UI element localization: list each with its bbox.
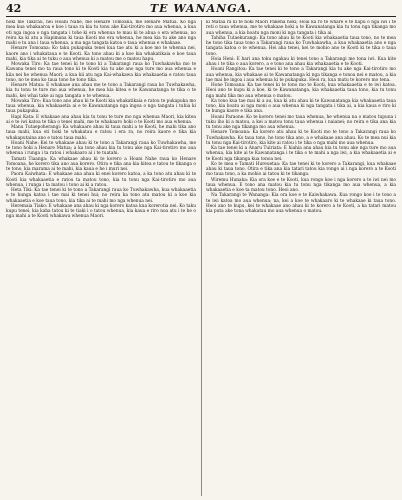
paragraph: Tahiha Tutaekurangi: Ka tono ahau ki te Kooti kia whakaaetia taua tono, no te mea he tono tika taua tono a Takarangi raua ko Tuwhakawha, a kua whakaaetia ano e nga tangata katoa o te whenua. Hei aha tenei, kei te mohio ano te Kooti ki te tika o taua tono. (206, 35, 396, 57)
header-rule (6, 16, 396, 17)
paragraph: Heta Tiki: Ka tae tenei ki te tono a Takarangi raua ko Tuwhakawha, kua whakaaetia e te hunga katoa i tae mai ki tenei hui; no reira ka tono atu matou ki a koe kia whakaaetia e koe taua tono, kia tika ai te mahi mo nga whenua nei. (6, 188, 196, 204)
paragraph: hoki me Takirau, nei Hoani Nahe, me Henare Tomoana, me Henare Matua. Ko nga mea kua whakaaroa e koe i taua ra kia tu tonu ake Kai-tirotiro mo aua whenua, a kua oti nga ingoa o nga tangata i tohe ki era whenua te mau ki te ahua o era whenua, no reira ka ki atu a Hapimana ki taua Kooti mo era whenua, he mea kia tu ake ano nga mahi e tu ana i taua whenua, a ma nga tangata katoa o taua whenua e whakaae. (6, 20, 196, 46)
paragraph: Ka tae tenei ki a Anaru Tuiriata: E hiahia ana ahau kia tu tonu ake nga ture mo aua whenua, kia kite ai te Kawanatanga i te tika o te mahi a nga iwi, a kia whakaaetia ai e te Kooti nga tikanga kua tonoa nei. (206, 146, 396, 162)
paragraph: Tamati Tiaanga: Ka whakaae ahau ki te korero a Hoani Nahe raua ko Henare Tomoana, he korero tika ano aua korero. Otira e tika ana kia kitea e tatou te tikanga o te tono, kia marama ai te mahi, kia kaua e he i muri nei. (6, 156, 196, 172)
right-column (206, 20, 396, 496)
paragraph: Hapi Kata: E whakaae ana ahau kia tu tonu te ture mo nga whenua Maori, kia kitea ai e te iwi katoa te tika o tenei mahi, me te whakaaro hoki o te Kooti mo aua whenua. (6, 114, 196, 125)
paragraph: Paora Kaiwhata: E whakaae ana ahau ki enei korero katoa, a ka tono atu ahau ki te Kooti kia whakaaetia e ratou ta matou tono, kia tu tonu nga Kai-tirotiro mo aua whenua, i runga i ta matou i tono ai ki a ratou. (6, 172, 196, 188)
paragraph: Hoani Nahe: Kei te whakaae ahau ki te tono a Takarangi raua ko Tuwhakawha, me te tono hoki a Henare Matua; a ka tono ahau kia tu tonu ake nga Kai-tirotiro mo aua whenua i runga i ta ratou i whakaaro ai i te tuatahi. (6, 140, 196, 157)
page-header (6, 3, 396, 15)
paragraph: Henare Tomoana: Ka korero atu ahau ki te Kooti mo te tono a Takarangi raua ko Tuwhakawha. Ko taua tono, he tono tika ano, a e whakaae ana ahau. Ko te mea nui kia tu tonu nga Kai-tirotiro, kia kite ai ratou i te tika o nga mahi mo aua whenua. (206, 130, 396, 146)
paragraph: Na Takarangi te Wananga: Kia ora koe e te Kaiwhakawa. Kua rongo koe i te tono a te iwi katoa mo aua whenua; na, kei a koe te whakaaro ki te whakaae ki taua tono. Heoi ano te kupu, kei te whakaae ano ahau ki te korero a te Kooti, a ka tatari matou kia puta ake tona whakatau mo aua whenua o matou. (206, 193, 396, 214)
paragraph: Wiremu Hunaka: Kia ora koe e te Kooti, kua rongo koe i nga korero a te iwi nei mo taua whenua. E tono ana matou kia tu tonu nga tikanga mo aua whenua, a kia whakaaetia e koe ta matou tono. Heoi ano. (206, 177, 396, 193)
paragraph: Henare Matua: E whakaae ana ahau me te tono a Takarangi raua ko Tuwhakawha, kia tu tonu te ture mo aua whenua, he mea kia kitea e te Kawanatanga te tika o te mahi, kei whai take ai nga tangata o te whenua. (6, 83, 196, 99)
paragraph: Manu Tutaepoherangi: Ka whakaaro ahau ki taua mahi a te Kooti, he mahi tika ano taua mahi, kua oti hoki te whakatau e ratou i era ra, no reira kaore e tika kia whakaputaina ano e tatou taua mahi. (6, 125, 196, 141)
paragraph: Hone Tomoana: Ka tae tenei ki te tono mo te Kooti, kua whakaaetia e te iwi katoa. Heoi ano te kupu ki a koe, ki te Kawanatanga, kia whakaaetia taua tono, kia tu tonu nga mahi tika mo aua whenua o matou. (206, 83, 396, 99)
column-divider (201, 20, 202, 496)
page-number: 42 (6, 2, 22, 15)
paragraph: Ko te mea e Tamati Hureuetaa: Ka tae tenei ki te korero a Takarangi, kua whakaae ahau ki taua tono. Otira e tika ana kia tatari tatou kia rongo ai i nga korero a te Kooti mo taua tono, a ka mohio ai tatou ki te tikanga. (206, 161, 396, 178)
paragraph: ki Mataa ra ki te hoki Maori Pakeha hoki; Hoai ka ro te whare e te hapu o nga iwi i te reti o taua whenua, me te whakaae hoki a te Kawanatanga kia tu tonu nga tikanga mo aua whenua, a kia hoatu nga moni ki nga tangata i tika ai. (206, 20, 396, 36)
left-column (6, 20, 196, 496)
paragraph: Mowaka Tiro: Kua tono ano ahau ki te Kooti kia whakatikaia e ratou te pukapuka mo taua whenua, kia whakaaetia ai e te Kawanatanga nga ingoa o nga tangata i tuhia ki taua pukapuka. (6, 98, 196, 115)
paragraph: Ka tono kua tae mai ki a au, kua ki atu ahau ki te Kawanatanga kia whakaaetia taua tono, kia hoatu ai nga moni o aua whenua ki nga tangata i tika ai, a kia kaua e riro ki te hunga kaore e tika ana. (206, 98, 396, 115)
paragraph: Henare Tomoana: Ko taku pukapuka tenei kua tae atu ki a koe mo te whenua nei, kaore ano i whakataua e te Kooti. Ka tono ahau ki a koe kia whakatikaia e koe taua mahi, kia tika ai te tuku o aua whenua ki a matou me o matou hapu. (6, 46, 196, 62)
paragraph: Mowaka Tiro: Ka tae tenei ki te tono ki a Takarangi raua ko Tuwhakawha mo te Kawana tenei mo ta raua tono ki te Kooti kia tu ake ano nga ture mo aua whenua e kiia nei he whenua Maori; a kua kii atu nga Kai-whakawa kia whakaaetia e ratou taua tono, no te mea ko taua tono he tono tika. (6, 62, 196, 83)
paragraph: Hoani Rangitoa: Ka tae tenei ki te tono a Takarangi kia tu ake nga Kai-tirotiro mo aua whenua, kia whakaae ai te Kawanatanga ki nga tikanga e tonoa nei e matou, a kia tae mai he ingoa i aua whenua ki te pukapuka. Heoi ra, kua mutu te korero mo tena. (206, 67, 396, 83)
paragraph: Hoani Paraone: Ko te korero tenei mo taua whenua, he whenua na o matou tupuna i tuku iho ki a matou, a kei a matou tonu taua whenua i naianei; no reira e tika ana kia tu tonu ake nga tikanga mo aua whenua. (206, 114, 396, 130)
paragraph: Hoia Heni: E hari ana toku ngakau ki tenei tono a Takarangi me tona iwi. Kua kite ahau i te tika o aua korero, a e tono ana ahau kia whakaaetia e te Kooti. (206, 56, 396, 67)
paragraph: Heremaia Tiako: E whakaae ana ahau ki nga korero katoa kua korerotia nei. Ko taku kupu tenei, kia kaha tatou ki te tiaki i o tatou whenua, kia kaua e riro noa atu i te he o nga mahi a te Kooti whakawa whenua Maori. (6, 203, 196, 220)
masthead-title: TE WANANGA. (150, 2, 252, 15)
